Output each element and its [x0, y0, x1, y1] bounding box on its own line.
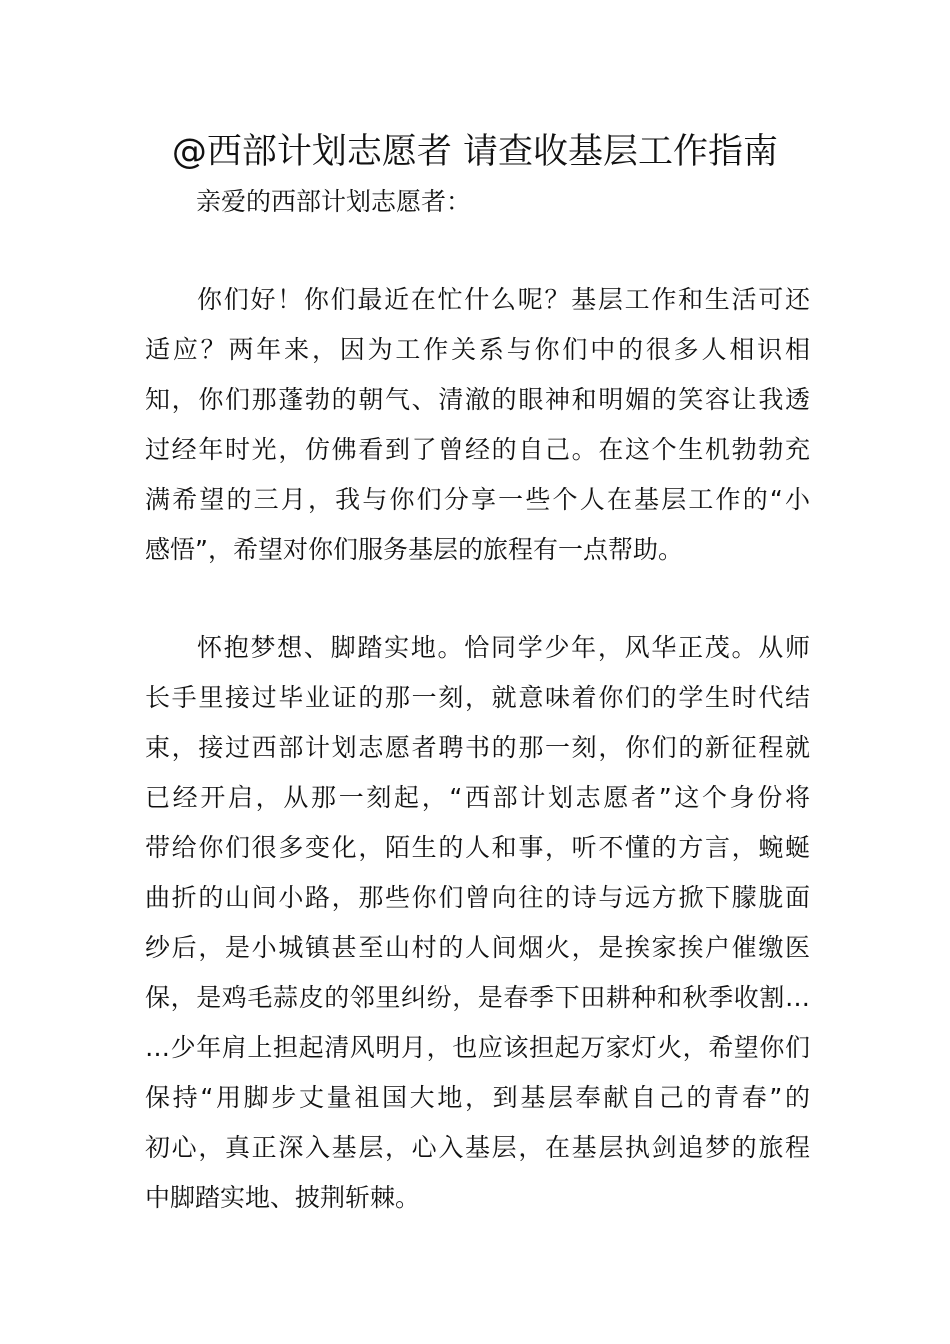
paragraph-line: 曲折的山间小路，那些你们曾向往的诗与远方掀下朦胧面: [145, 883, 810, 912]
paragraph-line: 初心，真正深入基层，心入基层，在基层执剑追梦的旅程: [145, 1133, 810, 1162]
paragraph-line: 保持“用脚步丈量祖国大地，到基层奉献自己的青春”的: [145, 1083, 810, 1112]
paragraph-line: 感悟”，希望对你们服务基层的旅程有一点帮助。: [145, 535, 683, 564]
paragraph-line: 满希望的三月，我与你们分享一些个人在基层工作的“小: [145, 485, 810, 514]
paragraph-line: 怀抱梦想、脚踏实地。恰同学少年，风华正茂。从师: [197, 633, 810, 662]
paragraph-line: …少年肩上担起清风明月，也应该担起万家灯火，希望你们: [145, 1033, 810, 1062]
paragraph-line: 中脚踏实地、披荆斩棘。: [145, 1183, 421, 1212]
paragraph-line: 长手里接过毕业证的那一刻，就意味着你们的学生时代结: [145, 683, 810, 712]
paragraph-line: 你们好！你们最近在忙什么呢？基层工作和生活可还: [197, 285, 810, 314]
paragraph-line: 束，接过西部计划志愿者聘书的那一刻，你们的新征程就: [145, 733, 810, 762]
paragraph-line: 适应？两年来，因为工作关系与你们中的很多人相识相: [145, 335, 810, 364]
paragraph-line: 保，是鸡毛蒜皮的邻里纠纷，是春季下田耕种和秋季收割…: [145, 983, 810, 1012]
document-title: @西部计划志愿者 请查收基层工作指南: [171, 132, 779, 172]
paragraph: [145, 275, 810, 575]
paragraph-line: 过经年时光，仿佛看到了曾经的自己。在这个生机勃勃充: [145, 435, 810, 464]
salutation: 亲爱的西部计划志愿者：: [196, 187, 472, 216]
paragraph-line: 知，你们那蓬勃的朝气、清澈的眼神和明媚的笑容让我透: [145, 385, 810, 414]
paragraph-line: 带给你们很多变化，陌生的人和事，听不懂的方言，蜿蜒: [145, 833, 810, 862]
paragraph-line: 已经开启，从那一刻起，“西部计划志愿者”这个身份将: [145, 783, 810, 812]
paragraph: [145, 623, 810, 1223]
paragraph-line: 纱后，是小城镇甚至山村的人间烟火，是挨家挨户催缴医: [145, 933, 810, 962]
